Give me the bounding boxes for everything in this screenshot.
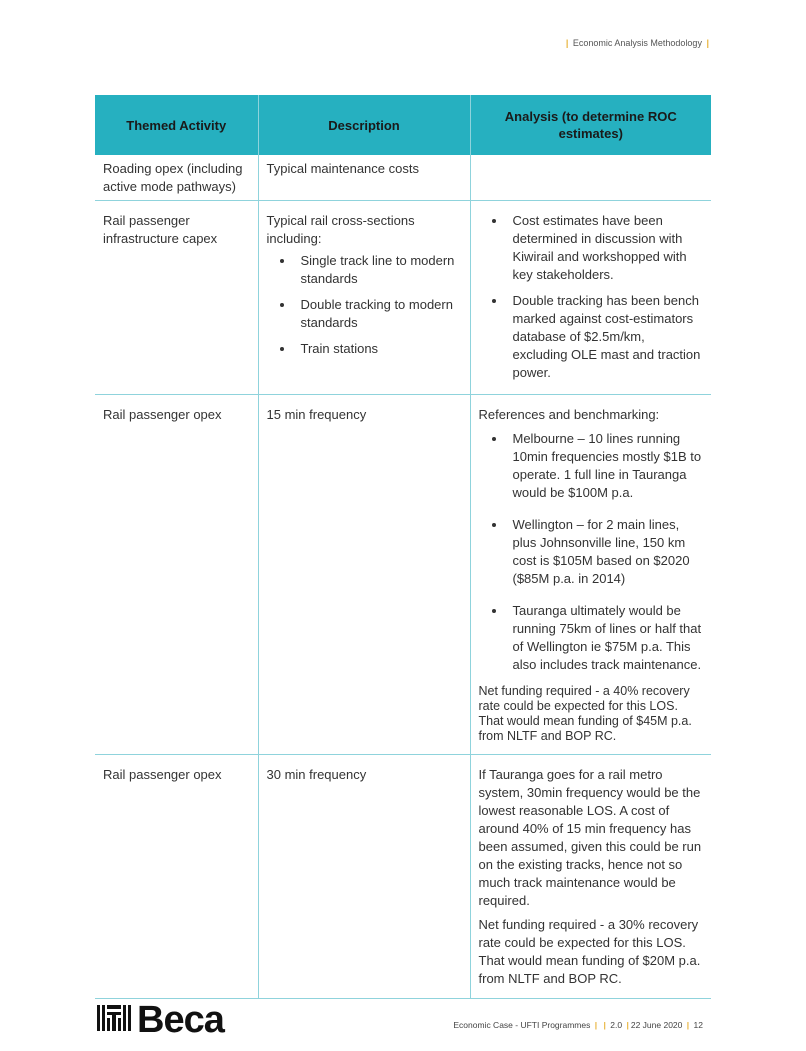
running-header-title: Economic Analysis Methodology xyxy=(572,38,702,48)
list-item: • Cost estimates have been determined in discussion with Kiwirail and workshopped with key stakeholders. xyxy=(507,212,704,284)
list-item: • Melbourne – 10 lines running 10min frequencies mostly $1B to operate. 1 full line in Tauranga would be $100M p.a. xyxy=(507,430,704,502)
footer-page-number: 12 xyxy=(693,1020,703,1030)
analysis-cell xyxy=(470,155,711,201)
description-text: 30 min frequency xyxy=(266,767,367,782)
list-item: • Double tracking to modern standards xyxy=(295,296,462,332)
running-header: | Economic Analysis Methodology | xyxy=(565,38,709,48)
footer-date: 22 June 2020 xyxy=(630,1020,683,1030)
description-cell xyxy=(258,395,470,755)
description-list xyxy=(267,252,462,358)
beca-logo-mark-icon xyxy=(97,1003,131,1038)
description-text: Typical rail cross-sections including: xyxy=(266,213,415,246)
activity-cell: Rail passenger opex xyxy=(95,755,258,999)
funding-note: Net funding required - a 40% recovery rate could be expected for this LOS. That would mean funding of $45M p.a. from NLTF and BOP RC. xyxy=(478,684,692,743)
description-cell xyxy=(258,201,470,395)
funding-note: Net funding required - a 30% recovery rate could be expected for this LOS. That would mean funding of $20M p.a. from NLTF and BOP RC. xyxy=(478,917,701,986)
list-item: • Double tracking has been bench marked against cost-estimators database of $2.5m/km, excluding OLE mast and traction power. xyxy=(507,292,704,382)
analysis-intro: If Tauranga goes for a rail metro system, 30min frequency would be the lowest reasonable LOS. A cost of around 40% of 15 min frequency has been assumed, given this could be run on the existing tracks, hence not so much track maintenance would be required. xyxy=(478,767,702,908)
table-row xyxy=(95,155,711,201)
footer-version: 2.0 xyxy=(610,1020,623,1030)
footer-doc-name: Economic Case - UFTI Programmes xyxy=(453,1020,591,1030)
column-header-analysis: Analysis (to determine ROC estimates) xyxy=(470,95,711,155)
table-row xyxy=(95,201,711,395)
activity-cell: Rail passenger infrastructure capex xyxy=(95,201,258,395)
activity-cell: Roading opex (including active mode pathways) xyxy=(95,155,258,201)
analysis-list xyxy=(479,212,704,382)
table-header-row xyxy=(95,95,711,155)
table-row xyxy=(95,395,711,755)
list-item: • Single track line to modern standards xyxy=(295,252,462,288)
analysis-list xyxy=(479,430,704,674)
analysis-cell xyxy=(470,201,711,395)
activity-cell: Rail passenger opex xyxy=(95,395,258,755)
description-cell xyxy=(258,755,470,999)
beca-logo xyxy=(97,999,224,1041)
description-text: 15 min frequency xyxy=(266,407,367,422)
description-cell xyxy=(258,155,470,201)
list-item: • Train stations xyxy=(295,340,462,358)
column-header-activity: Themed Activity xyxy=(95,95,258,155)
logo-wordmark: Beca xyxy=(137,999,224,1041)
list-item: • Wellington – for 2 main lines, plus Johnsonville line, 150 km cost is $105M based on $2020 ($85M p.a. in 2014) xyxy=(507,516,704,588)
table-row xyxy=(95,755,711,999)
analysis-cell xyxy=(470,755,711,999)
column-header-description: Description xyxy=(258,95,470,155)
analysis-cell xyxy=(470,395,711,755)
analysis-intro: References and benchmarking: xyxy=(478,407,660,422)
list-item: • Tauranga ultimately would be running 75km of lines or half that of Wellington ie $75M p.a. This also includes track maintenance. xyxy=(507,602,704,674)
description-text: Typical maintenance costs xyxy=(266,161,419,176)
roc-analysis-table xyxy=(95,95,711,999)
page-footer: Economic Case - UFTI Programmes | | 2.0 | 22 June 2020 | 12 xyxy=(453,1020,703,1030)
